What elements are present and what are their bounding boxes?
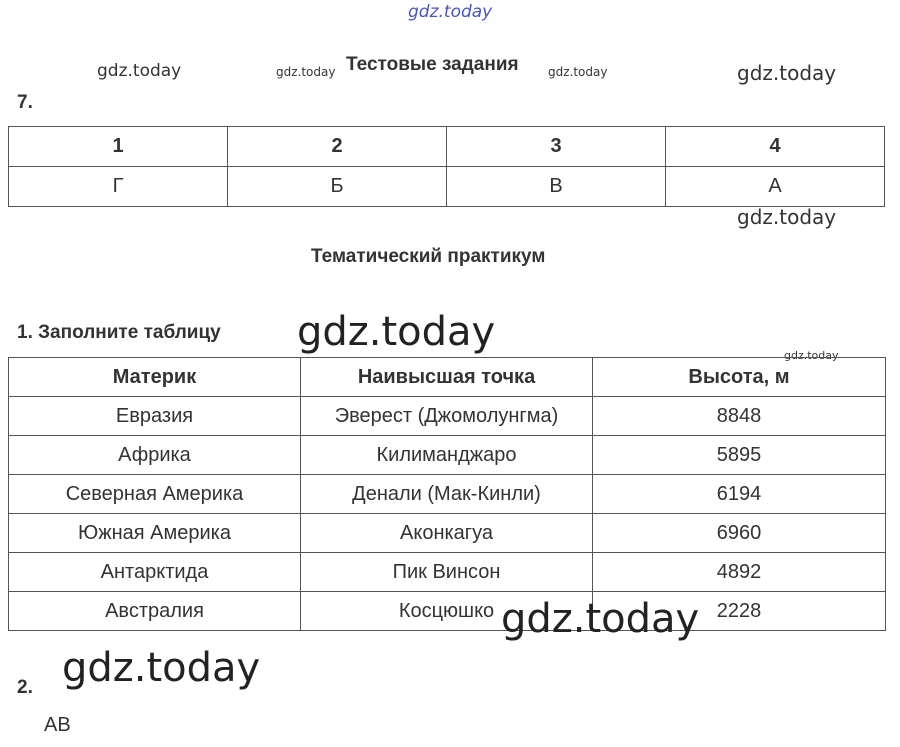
continent-cell: Австралия: [9, 592, 301, 631]
watermark: gdz.today: [501, 596, 700, 642]
table-row: [9, 592, 886, 631]
watermark: gdz.today: [737, 205, 837, 229]
continent-cell: Африка: [9, 436, 301, 475]
continents-table: [8, 357, 886, 631]
question-number: 7.: [17, 92, 33, 113]
highest-point-cell: Аконкагуа: [301, 514, 593, 553]
column-header: Материк: [9, 358, 301, 397]
answers-table: [8, 126, 885, 207]
height-cell: 6194: [593, 475, 886, 514]
watermark: gdz.today: [737, 61, 837, 85]
answer-header: 1: [9, 127, 228, 167]
task-1-label: 1. Заполните таблицу: [17, 322, 221, 343]
task-2-label: 2.: [17, 677, 33, 698]
watermark: gdz.today: [548, 65, 608, 79]
watermark: gdz.today: [62, 645, 261, 691]
table-row: [9, 475, 886, 514]
highest-point-cell: Пик Винсон: [301, 553, 593, 592]
answer-header: 4: [666, 127, 885, 167]
continent-cell: Антарктида: [9, 553, 301, 592]
height-cell: 6960: [593, 514, 886, 553]
watermark: gdz.today: [408, 2, 493, 22]
answer-value: В: [447, 167, 666, 207]
watermark: gdz.today: [97, 61, 182, 81]
continent-cell: Евразия: [9, 397, 301, 436]
test-section-title: Тестовые задания: [346, 54, 519, 75]
table-row: [9, 397, 886, 436]
answer-value: Г: [9, 167, 228, 207]
table-header-row: [9, 358, 886, 397]
highest-point-cell: Килиманджаро: [301, 436, 593, 475]
height-cell: 8848: [593, 397, 886, 436]
answer-value: А: [666, 167, 885, 207]
height-cell: 5895: [593, 436, 886, 475]
continent-cell: Южная Америка: [9, 514, 301, 553]
table-row: [9, 127, 885, 167]
height-cell: 2228: [593, 592, 886, 631]
column-header: Наивысшая точка: [301, 358, 593, 397]
task-2-answer: АВ: [44, 714, 71, 736]
table-row: [9, 553, 886, 592]
table-row: [9, 436, 886, 475]
column-header: Высота, м: [593, 358, 886, 397]
answer-header: 3: [447, 127, 666, 167]
highest-point-cell: Косцюшко: [301, 592, 593, 631]
height-cell: 4892: [593, 553, 886, 592]
practicum-section-title: Тематический практикум: [311, 246, 546, 267]
answer-value: Б: [228, 167, 447, 207]
watermark: gdz.today: [276, 65, 336, 79]
watermark: gdz.today: [784, 349, 839, 362]
table-row: [9, 514, 886, 553]
watermark: gdz.today: [297, 309, 496, 355]
answer-header: 2: [228, 127, 447, 167]
table-row: [9, 167, 885, 207]
highest-point-cell: Денали (Мак-Кинли): [301, 475, 593, 514]
highest-point-cell: Эверест (Джомолунгма): [301, 397, 593, 436]
continent-cell: Северная Америка: [9, 475, 301, 514]
